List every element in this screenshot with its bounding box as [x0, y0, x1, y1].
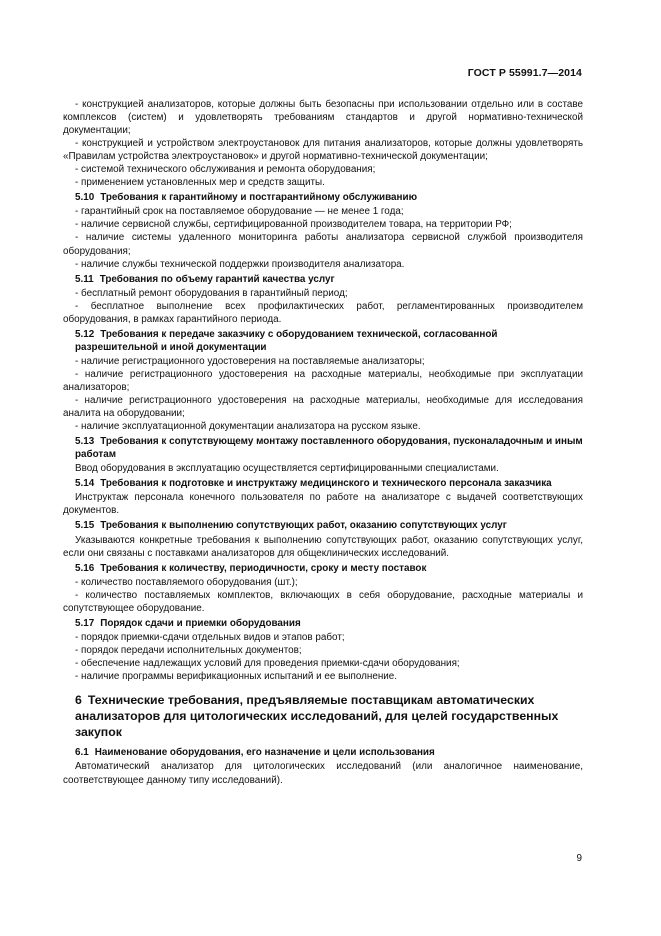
- subsection-heading: [63, 191, 583, 204]
- subsection-title: Порядок сдачи и приемки оборудования: [100, 617, 301, 629]
- list-item: - наличие эксплуатационной документации анализатора на русском языке.: [75, 421, 421, 433]
- list-item: - наличие программы верификационных испытаний и ее выполнение.: [75, 670, 398, 682]
- list-item: - обеспечение надлежащих условий для проведения приемки-сдачи оборудования;: [75, 657, 460, 669]
- subsection-number: 5.15: [75, 520, 95, 532]
- subsection-heading: [63, 746, 583, 759]
- list-item: - конструкцией анализаторов, которые должны быть безопасны при использовании отдельно или в составе комплексов (систем) и удовлетворять требованиям стандартов и другой нормативно-технической документации;: [63, 99, 583, 137]
- list-item: - наличие службы технической поддержки производителя анализатора.: [75, 258, 405, 270]
- subsection-number: 5.17: [75, 617, 95, 629]
- subsection-heading: [63, 617, 583, 630]
- intro-list: [63, 98, 583, 189]
- subsection-heading: [63, 477, 583, 490]
- list-item: - гарантийный срок на поставляемое оборудование — не менее 1 года;: [75, 206, 404, 218]
- subsection-number: 5.10: [75, 192, 95, 204]
- list-item: - наличие сервисной службы, сертифицированной производителем товара, на территории РФ;: [75, 219, 512, 231]
- paragraph: Автоматический анализатор для цитологических исследований (или аналогичное наименование, соответствующее данному типу исследований).: [63, 761, 583, 786]
- list-item: - бесплатное выполнение всех профилактических работ, регламентированных производителем оборудования, в рамках гарантийного периода.: [63, 300, 583, 325]
- subsection-title: Требования к передаче заказчику с оборудованием технической, согласованной разрешительной и иной документации: [75, 328, 498, 353]
- subsection-number: 5.13: [75, 436, 95, 448]
- list-item: - наличие регистрационного удостоверения на расходные материалы, необходимые при эксплуатации анализаторов;: [63, 368, 583, 393]
- subsection-title: Требования к количеству, периодичности, сроку и месту поставок: [100, 562, 427, 574]
- list-item: - наличие системы удаленного мониторинга работы анализатора сервисной службой производителя оборудования;: [63, 232, 583, 257]
- subsection-title: Требования к выполнению сопутствующих работ, оказанию сопутствующих услуг: [100, 520, 507, 532]
- subsection-heading: [63, 519, 583, 532]
- list-item: - порядок приемки-сдачи отдельных видов и этапов работ;: [75, 631, 345, 643]
- subsection-number: 5.12: [75, 328, 95, 340]
- paragraph: Указываются конкретные требования к выполнению сопутствующих работ, оказанию сопутствующих услуг, если они связаны с поставками анализаторов для общеклинических исследований.: [63, 534, 583, 559]
- list-item: - наличие регистрационного удостоверения на расходные материалы, необходимые для исследования аналита на оборудовании;: [63, 395, 583, 420]
- page-content: [63, 98, 583, 787]
- subsection-number: 5.11: [75, 273, 94, 285]
- page-number: 9: [576, 853, 582, 864]
- standard-code: ГОСТ Р 55991.7—2014: [467, 67, 582, 79]
- subsection-title: Наименование оборудования, его назначение и цели использования: [94, 747, 435, 759]
- subsection-title: Требования к гарантийному и постгарантийному обслуживанию: [100, 192, 417, 204]
- list-item: - системой технического обслуживания и ремонта оборудования;: [75, 164, 376, 176]
- subsection-heading: [63, 562, 583, 575]
- list-item: - порядок передачи исполнительных документов;: [75, 644, 302, 656]
- list-item: - бесплатный ремонт оборудования в гарантийный период;: [75, 287, 348, 299]
- paragraph: Ввод оборудования в эксплуатацию осуществляется сертифицированными специалистами.: [75, 463, 499, 475]
- subsection-heading: [63, 328, 583, 354]
- list-item: - количество поставляемых комплектов, включающих в себя оборудование, расходные материалы и сопутствующее оборудование.: [63, 589, 583, 614]
- subsection-heading: [63, 273, 583, 286]
- subsection-title: Требования к подготовке и инструктажу медицинского и технического персонала заказчика: [100, 478, 552, 490]
- subsection-title: Требования по объему гарантий качества услуг: [99, 273, 335, 285]
- list-item: - применением установленных мер и средств защиты.: [75, 177, 325, 189]
- paragraph: Инструктаж персонала конечного пользователя по работе на анализаторе с выдачей соответствующих документов.: [63, 492, 583, 517]
- subsection-number: 5.14: [75, 478, 95, 490]
- section-heading: [63, 693, 583, 740]
- list-item: - конструкцией и устройством электроустановок для питания анализаторов, которые должны удовлетворять «Правилам устройства электроустановок» и другой нормативно-технической документации;: [63, 138, 583, 163]
- list-item: - количество поставляемого оборудования (шт.);: [75, 576, 298, 588]
- subsection-heading: [63, 435, 583, 461]
- list-item: - наличие регистрационного удостоверения на поставляемые анализаторы;: [75, 355, 425, 367]
- section-title: Технические требования, предъявляемые поставщикам автоматических анализаторов для цитологических исследований, для целей государственных закупок: [75, 693, 559, 739]
- subsection-number: 6.1: [75, 747, 89, 759]
- subsection-title: Требования к сопутствующему монтажу поставленного оборудования, пусконаладочным и иным работам: [75, 436, 583, 461]
- section-number: 6: [75, 693, 82, 708]
- subsection-number: 5.16: [75, 562, 95, 574]
